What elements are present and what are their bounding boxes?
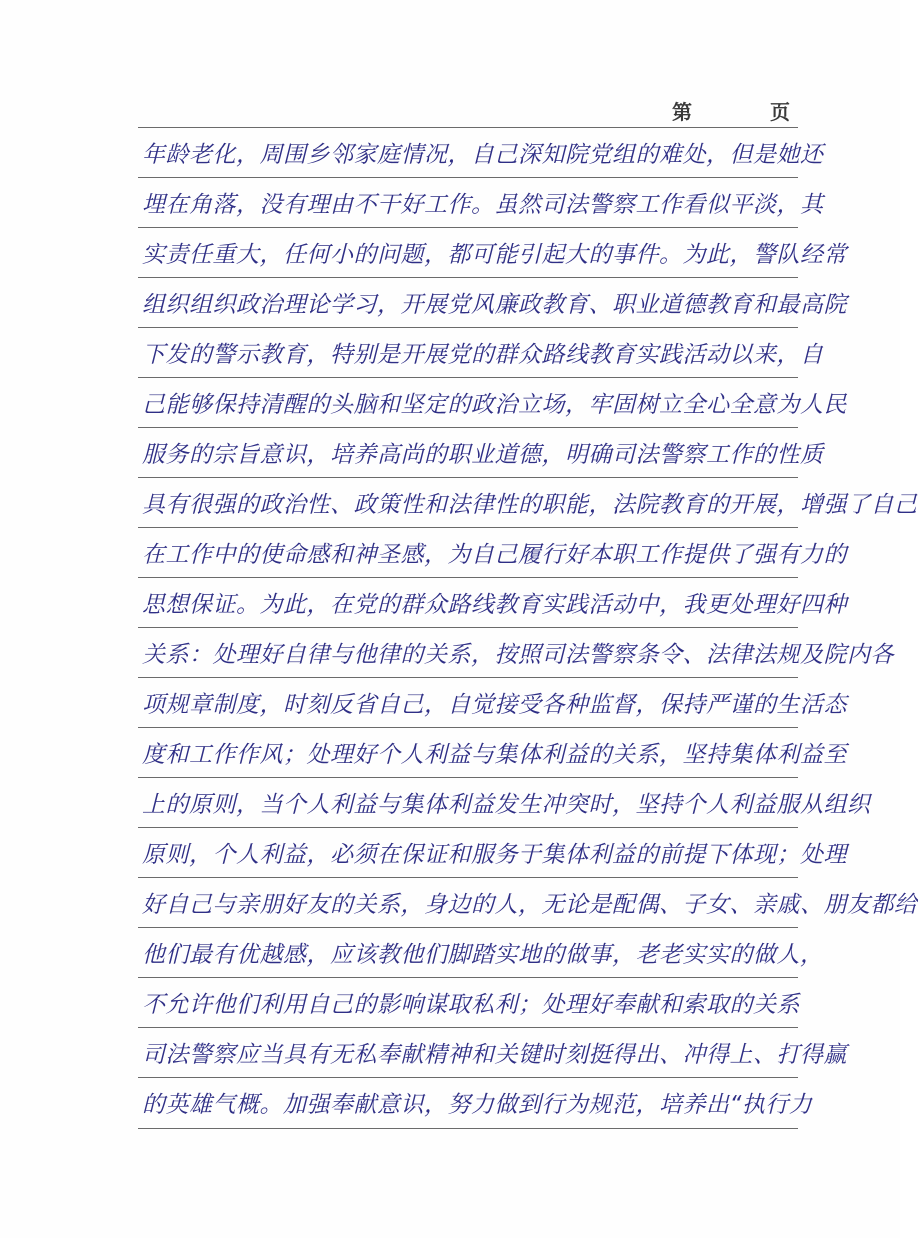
handwritten-line: 在工作中的使命感和神圣感，为自己履行好本职工作提供了强有力的	[142, 542, 847, 568]
handwritten-line: 好自己与亲朋好友的关系，身边的人，无论是配偶、子女、亲戚、朋友都给	[142, 892, 918, 918]
ruled-line	[138, 527, 798, 528]
ruled-line	[138, 277, 798, 278]
ruled-line	[138, 677, 798, 678]
handwritten-line: 关系：处理好自律与他律的关系，按照司法警察条令、法律法规及院内各	[142, 642, 894, 668]
ruled-line	[138, 777, 798, 778]
handwritten-line: 己能够保持清醒的头脑和坚定的政治立场，牢固树立全心全意为人民	[142, 392, 847, 418]
ruled-line	[138, 177, 798, 178]
ruled-line	[138, 827, 798, 828]
ruled-line	[138, 327, 798, 328]
handwritten-line: 思想保证。为此，在党的群众路线教育实践活动中，我更处理好四种	[142, 592, 847, 618]
handwritten-line: 他们最有优越感，应该教他们脚踏实地的做事，老老实实的做人，	[142, 942, 824, 968]
handwritten-line: 组织组织政治理论学习，开展党风廉政教育、职业道德教育和最高院	[142, 292, 847, 318]
handwritten-line: 下发的警示教育，特别是开展党的群众路线教育实践活动以来，自	[142, 342, 824, 368]
handwritten-line: 埋在角落，没有理由不干好工作。虽然司法警察工作看似平淡，其	[142, 192, 824, 218]
ruled-line	[138, 127, 798, 128]
page-label-di: 第	[672, 100, 693, 124]
ruled-line	[138, 1027, 798, 1028]
ruled-line	[138, 477, 798, 478]
ruled-line	[138, 627, 798, 628]
handwritten-line: 不允许他们利用自己的影响谋取私利；处理好奉献和索取的关系	[142, 992, 800, 1018]
handwritten-line: 服务的宗旨意识，培养高尚的职业道德，明确司法警察工作的性质	[142, 442, 824, 468]
page-label-ye: 页	[770, 100, 791, 124]
ruled-line	[138, 727, 798, 728]
ruled-line	[138, 377, 798, 378]
handwritten-line: 原则，个人利益，必须在保证和服务于集体利益的前提下体现；处理	[142, 842, 847, 868]
ruled-line	[138, 227, 798, 228]
handwritten-line: 项规章制度，时刻反省自己，自觉接受各种监督，保持严谨的生活态	[142, 692, 847, 718]
handwritten-line: 上的原则，当个人利益与集体利益发生冲突时，坚持个人利益服从组织	[142, 792, 871, 818]
ruled-line	[138, 877, 798, 878]
handwritten-line: 的英雄气概。加强奉献意识，努力做到行为规范，培养出“执行力	[142, 1092, 813, 1118]
ruled-writing-area	[138, 127, 918, 1127]
handwritten-line: 实责任重大，任何小的问题，都可能引起大的事件。为此，警队经常	[142, 242, 847, 268]
ruled-line	[138, 927, 798, 928]
ruled-line	[138, 977, 798, 978]
handwritten-line: 度和工作作风；处理好个人利益与集体利益的关系，坚持集体利益至	[142, 742, 847, 768]
ruled-line-bottom	[138, 1128, 798, 1129]
ruled-line	[138, 577, 798, 578]
ruled-line	[138, 427, 798, 428]
handwritten-line: 具有很强的政治性、政策性和法律性的职能，法院教育的开展，增强了自己	[142, 492, 918, 518]
ruled-line	[138, 1077, 798, 1078]
handwritten-line: 年龄老化，周围乡邻家庭情况，自己深知院党组的难处，但是她还	[142, 142, 824, 168]
handwritten-line: 司法警察应当具有无私奉献精神和关键时刻挺得出、冲得上、打得赢	[142, 1042, 847, 1068]
